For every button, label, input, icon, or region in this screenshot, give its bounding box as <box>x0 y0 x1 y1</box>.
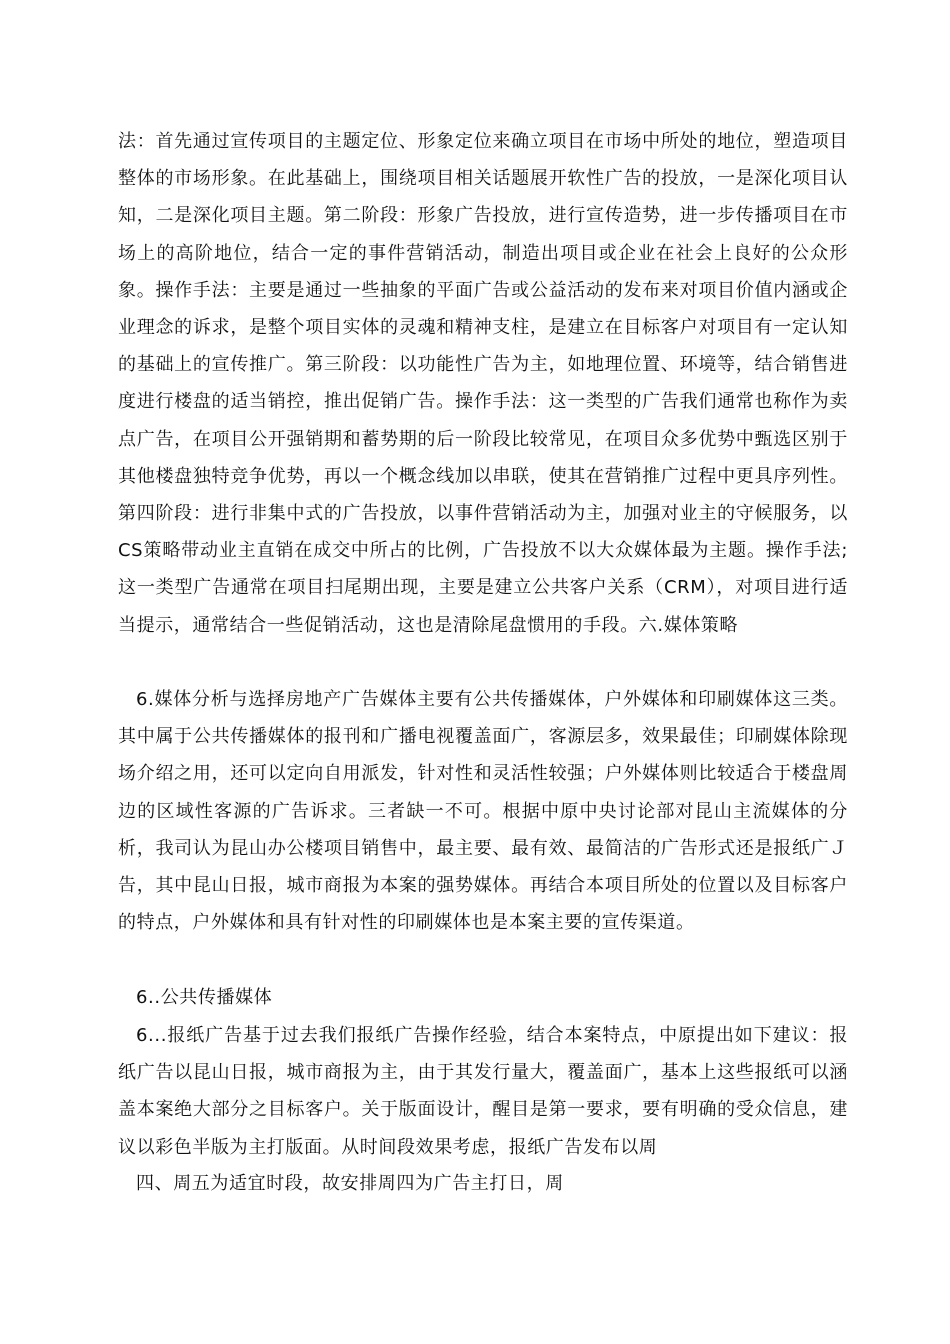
paragraph-advertising-stages: 法：首先通过宣传项目的主题定位、形象定位来确立项目在市场中所处的地位，塑造项目整体的市场形象。在此基础上，围绕项目相关话题展开软性广告的投放，一是深化项目认知，二是深化项目主题。第二阶段：形象广告投放，进行宣传造势，进一步传播项目在市场上的高阶地位，结合一定的事件营销活动，制造出项目或企业在社会上良好的公众形象。操作手法：主要是通过一些抽象的平面广告或公益活动的发布来对项目价值内涵或企业理念的诉求，是整个项目实体的灵魂和精神支柱，是建立在目标客户对项目有一定认知的基础上的宣传推广。第三阶段：以功能性广告为主，如地理位置、环境等，结合销售进度进行楼盘的适当销控，推出促销广告。操作手法：这一类型的广告我们通常也称作为卖点广告，在项目公开强销期和蓄势期的后一阶段比较常见，在项目众多优势中甄选区别于其他楼盘独特竞争优势，再以一个概念线加以串联，使其在营销推广过程中更具序列性。第四阶段：进行非集中式的广告投放，以事件营销活动为主，加强对业主的守候服务，以CS策略带动业主直销在成交中所占的比例，广告投放不以大众媒体最为主题。操作手法;这一类型广告通常在项目扫尾期出现，主要是建立公共客户关系（CRM），对项目进行适当提示，通常结合一些促销活动，这也是清除尾盘惯用的手段。六.媒体策略 <box>118 131 848 636</box>
paragraph-newspaper-ads: 6...报纸广告基于过去我们报纸广告操作经验，结合本案特点，中原提出如下建议：报纸广告以昆山日报，城市商报为主，由于其发行量大，覆盖面广，基本上这些报纸可以涵盖本案绝大部分之目标客户。关于版面设计，醒目是第一要求，要有明确的受众信息，建议以彩色半版为主打版面。从时间段效果考虑，报纸广告发布以周 <box>118 1025 848 1158</box>
paragraph-schedule-fragment: 四、周五为适宜时段，故安排周四为广告主打日，周 <box>136 1173 564 1194</box>
heading-public-media: 6..公共传播媒体 <box>136 987 273 1008</box>
paragraph-media-analysis: 6.媒体分析与选择房地产广告媒体主要有公共传播媒体，户外媒体和印刷媒体这三类。其中属于公共传播媒体的报刊和广播电视覆盖面广，客源层多，效果最佳；印刷媒体除现场介绍之用，还可以定向自用派发，针对性和灵活性较强；户外媒体则比较适合于楼盘周边的区域性客源的广告诉求。三者缺一不可。根据中原中央讨论部对昆山主流媒体的分析，我司认为昆山办公楼项目销售中，最主要、最有效、最简洁的广告形式还是报纸广Ｊ告，其中昆山日报，城市商报为本案的强势媒体。再结合本项目所处的位置以及目标客户的特点，户外媒体和具有针对性的印刷媒体也是本案主要的宣传渠道。 <box>118 689 848 934</box>
